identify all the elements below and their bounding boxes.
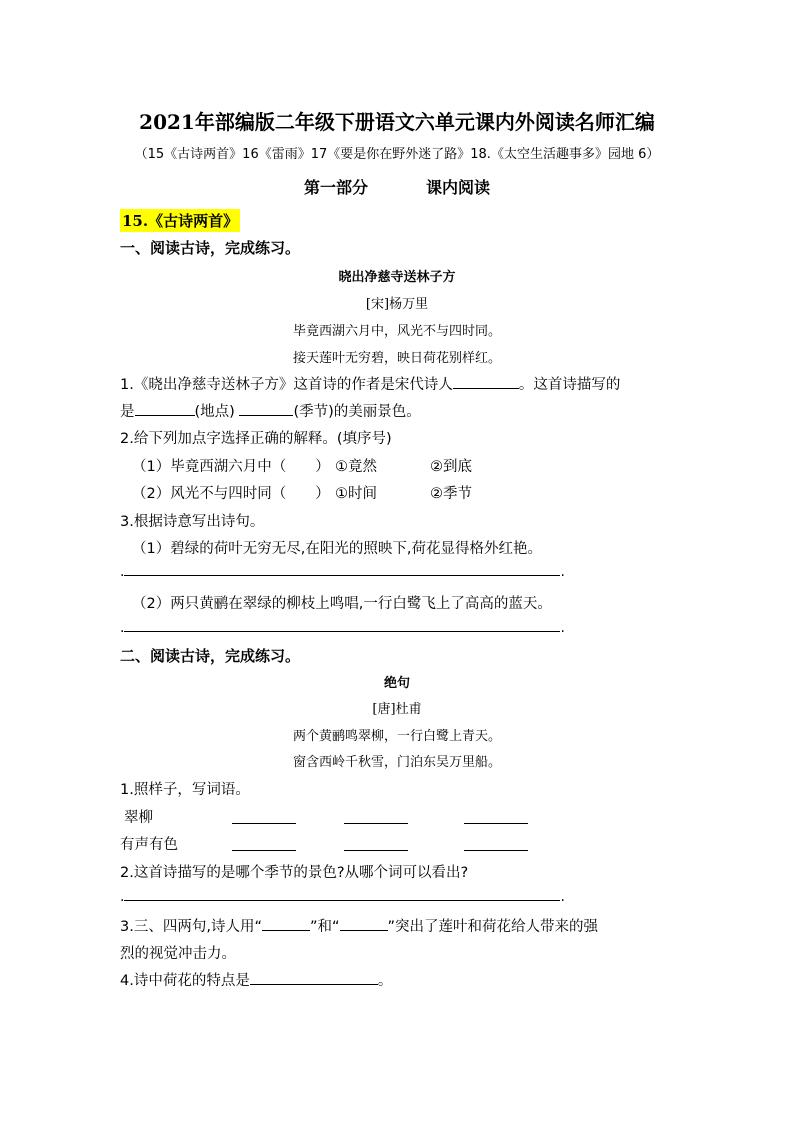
s2-q3-text-b: ”和“ [309,919,340,935]
section2-heading: 二、阅读古诗，完成练习。 [120,647,301,665]
s1-q2-item1-opt1: ①竟然 [335,459,377,475]
s2-q2-text: 2.这首诗描写的是哪个季节的景色?从哪个词可以看出? [120,865,469,881]
s2-q3-line2: 烈的视觉冲击力。 [120,946,236,962]
answer-blank[interactable] [124,561,560,576]
s1-q3-answer2-line[interactable] [120,617,565,636]
poem2-line1: 两个黄鹂鸣翠柳，一行白鹭上青天。 [292,729,501,744]
s2-q1-row2-blank2[interactable] [344,849,408,851]
s2-q3-blank1[interactable] [262,916,310,931]
poem1-line2: 接天莲叶无穷碧，映日荷花别样红。 [292,351,501,366]
s2-q1-example1: 翠柳 [124,810,153,826]
s2-q3-line1 [120,915,598,936]
s2-q4-text-b: 。 [377,973,393,989]
s2-q2-answer-line[interactable] [120,886,565,905]
answer-blank[interactable] [124,617,560,632]
poem1-line1: 毕竟西湖六月中，风光不与四时同。 [292,324,501,339]
poem2-title: 绝句 [383,676,410,691]
s2-q3-text-c: ”突出了莲叶和荷花给人带来的强 [387,919,599,935]
poem2-author: [唐]杜甫 [372,702,422,717]
poem1-author: [宋]杨万里 [365,297,429,312]
s1-q2-item1 [132,455,472,476]
answer-period: . [560,564,565,580]
s2-q1-example2: 有声有色 [120,837,178,853]
s2-q1-row1-blank2[interactable] [344,822,408,824]
s2-q4-text-a: 4.诗中荷花的特点是 [120,973,250,989]
answer-period: . [560,620,565,636]
s1-q2-item2-opt1: ①时间 [335,486,377,502]
answer-dot: . [120,564,125,580]
document-subtitle: （15《古诗两首》16《雷雨》17《要是你在野外迷了路》18.《太空生活趣事多》园地 6） [134,147,660,162]
s1-q2-item2 [132,482,472,503]
part-heading-right: 课内阅读 [426,178,491,197]
s1-q3-item1: （1）碧绿的荷叶无穷无尽,在阳光的照映下,荷花显得格外红艳。 [132,541,542,557]
s2-q1-row2-blank1[interactable] [232,849,296,851]
s2-q1-row2-blank3[interactable] [464,849,528,851]
s1-q3-answer1-line[interactable] [120,561,565,580]
s1-q1-place-blank[interactable] [135,401,195,416]
s1-q1-text-c: 是 [120,404,135,420]
s1-q1-poet-blank[interactable] [453,374,519,389]
document-title: 2021年部编版二年级下册语文六单元课内外阅读名师汇编 [139,110,655,134]
s1-q1-line2 [120,400,421,421]
s1-q2-item1-opt2: ②到底 [430,459,472,475]
answer-dot: . [120,620,125,636]
s2-q1-row1-blank1[interactable] [232,822,296,824]
s2-q4-blank[interactable] [250,970,378,985]
part-heading [0,175,794,198]
s2-q4-line [120,969,392,990]
s1-q2-item2-stem: （2）风光不与四时同（ ） [132,486,330,502]
s1-q2-item1-stem: （1）毕竟西湖六月中（ ） [132,459,330,475]
answer-period: . [560,889,565,905]
answer-dot: . [120,889,125,905]
s1-q3-text: 3.根据诗意写出诗句。 [120,514,265,530]
s1-q1-text-e: (季节)的美丽景色。 [293,404,421,420]
s1-q1-season-blank[interactable] [239,401,293,416]
s1-q1-text-a: 1.《晓出净慈寺送林子方》这首诗的作者是宋代诗人 [120,377,453,393]
poem2-line2: 窗含西岭千秋雪，门泊东吴万里船。 [292,755,501,770]
part-heading-left: 第一部分 [303,178,368,197]
s1-q3-item2: （2）两只黄鹂在翠绿的柳枝上鸣唱,一行白鹭飞上了高高的蓝天。 [132,596,552,612]
s1-q2-text: 2.给下列加点字选择正确的解释。(填序号) [120,431,392,447]
s1-q1-line1 [120,373,620,394]
s1-q2-item2-opt2: ②季节 [430,486,472,502]
s2-q3-text-a: 3.三、四两句,诗人用“ [120,919,262,935]
poem1-title: 晓出净慈寺送林子方 [338,270,456,285]
s1-q1-text-b: 。这首诗描写的 [518,377,621,393]
s1-q1-text-d: (地点) [194,404,235,420]
lesson-label: 15.《古诗两首》 [120,209,240,232]
s2-q3-blank2[interactable] [340,916,388,931]
s2-q1-row1-blank3[interactable] [464,822,528,824]
answer-blank[interactable] [124,886,560,901]
s2-q1-text: 1.照样子，写词语。 [120,782,250,798]
section1-heading: 一、阅读古诗，完成练习。 [120,239,301,257]
